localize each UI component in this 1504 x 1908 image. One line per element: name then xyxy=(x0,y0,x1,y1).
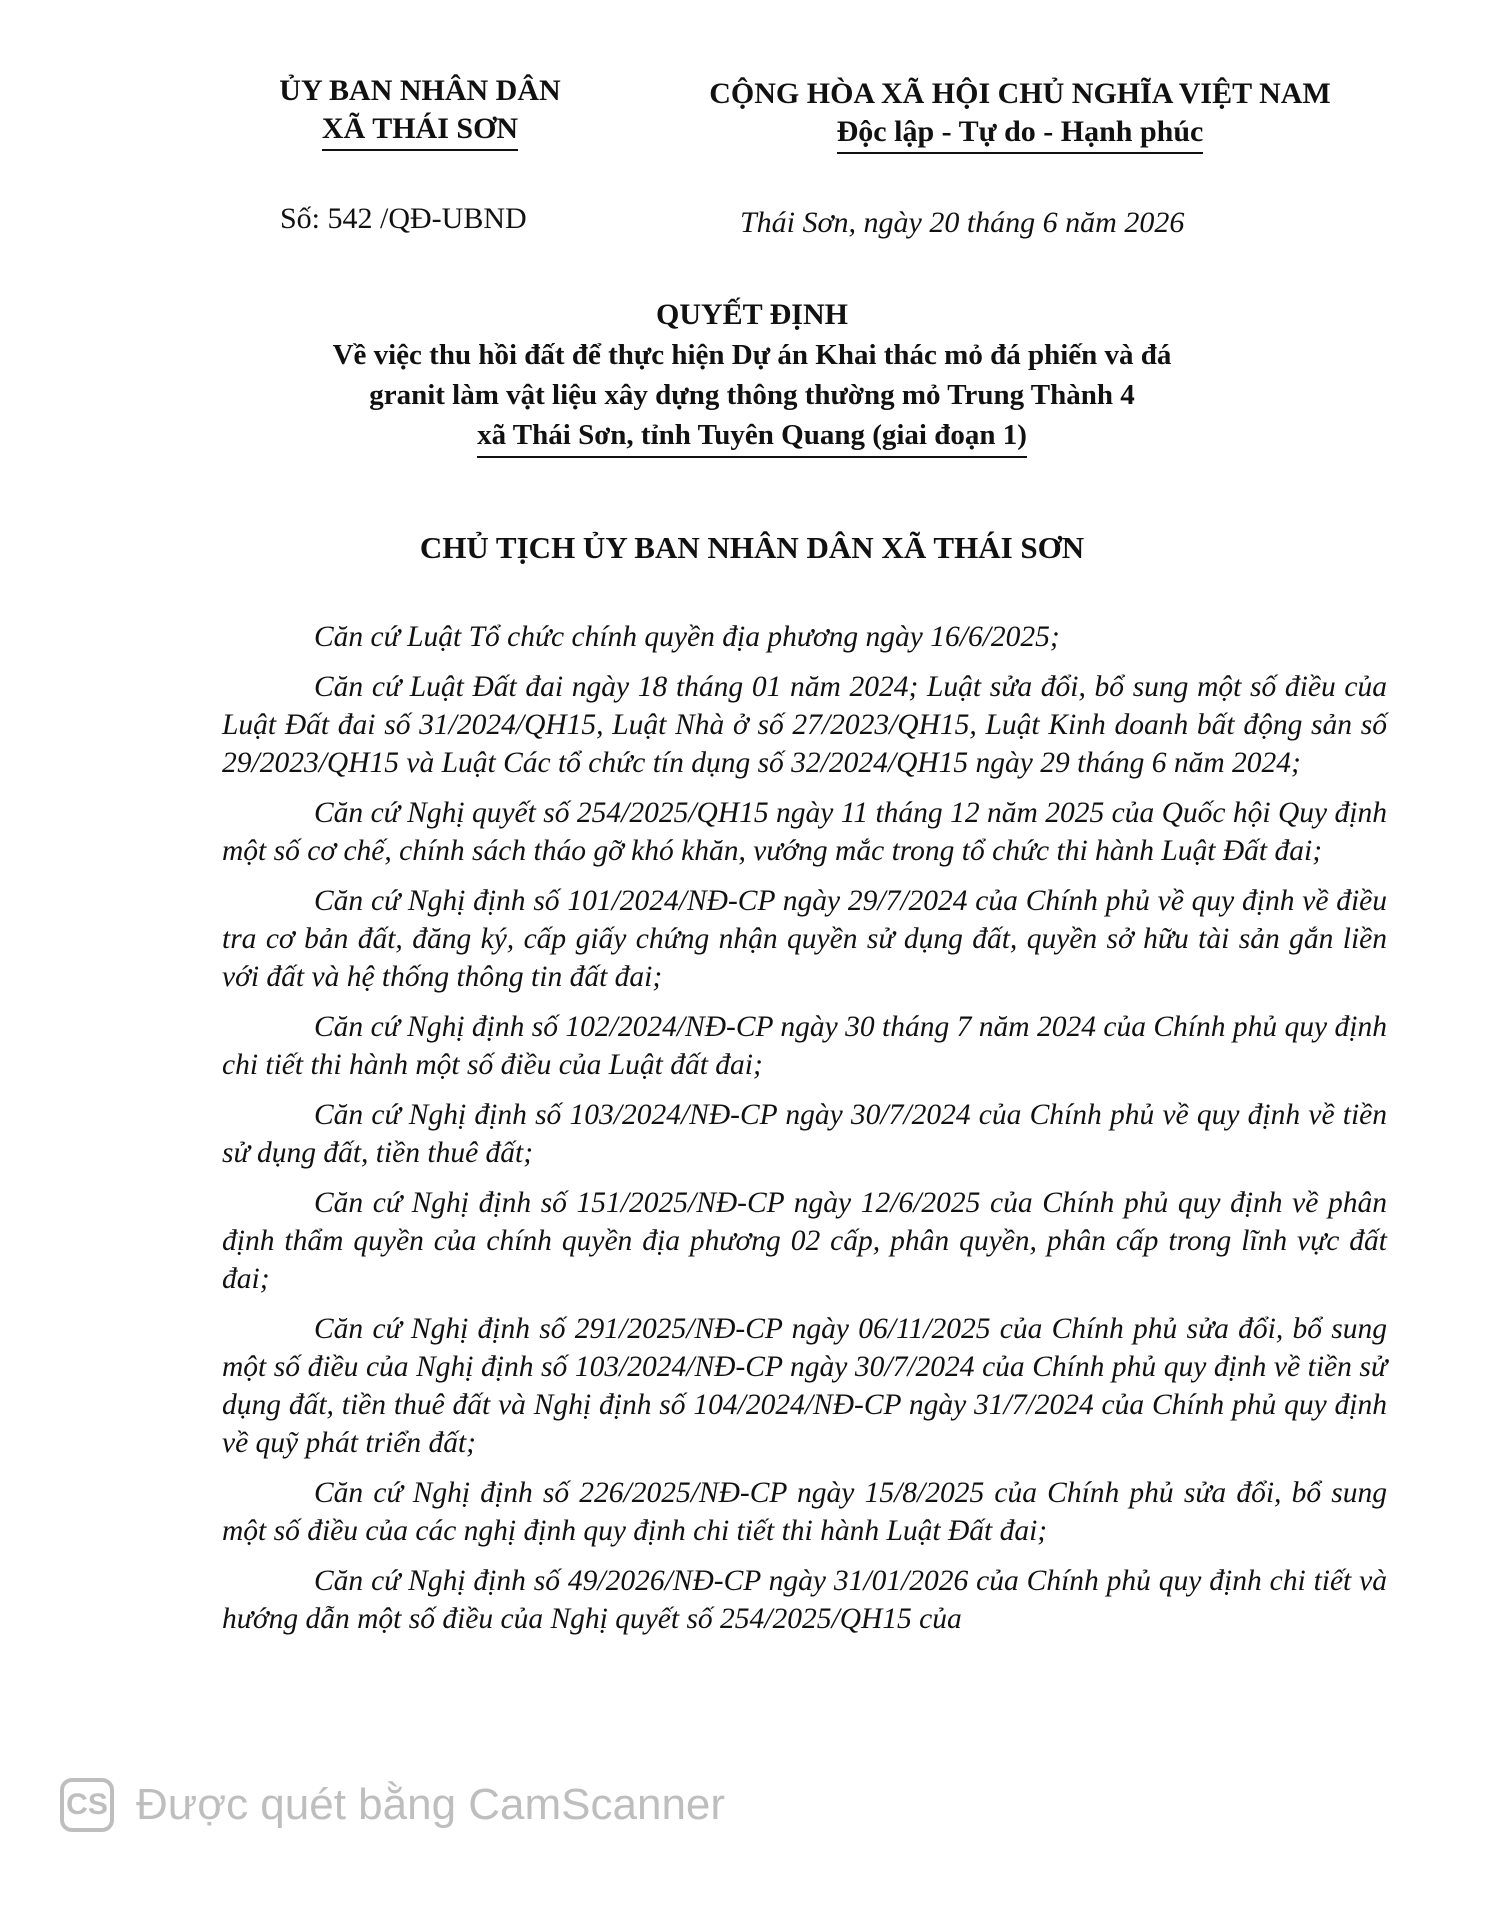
legal-basis-paragraph: Căn cứ Nghị quyết số 254/2025/QH15 ngày 11 tháng 12 năm 2025 của Quốc hội Quy định một số cơ chế, chính sách tháo gỡ khó khăn, vướng mắc trong tổ chức thi hành Luật Đất đai; xyxy=(222,797,1387,867)
national-motto xyxy=(660,75,1380,154)
legal-basis-paragraph: Căn cứ Nghị định số 101/2024/NĐ-CP ngày 29/7/2024 của Chính phủ về quy định về điều tra cơ bản đất, đăng ký, cấp giấy chứng nhận quyền sử dụng đất, quyền sở hữu tài sản gắn liền với đất và hệ thống thông tin đất đai; xyxy=(222,885,1387,993)
country-name: CỘNG HÒA XÃ HỘI CHỦ NGHĨA VIỆT NAM xyxy=(709,77,1331,110)
legal-basis-paragraph: Căn cứ Nghị định số 291/2025/NĐ-CP ngày 06/11/2025 của Chính phủ sửa đổi, bổ sung một số điều của Nghị định số 103/2024/NĐ-CP ngày 30/7/2024 của Chính phủ quy định về tiền sử dụng đất, tiền thuê đất và Nghị định số 104/2024/NĐ-CP ngày 31/7/2024 của Chính phủ quy định về quỹ phát triển đất; xyxy=(222,1313,1387,1459)
motto: Độc lập - Tự do - Hạnh phúc xyxy=(837,113,1204,154)
document-type: QUYẾT ĐỊNH xyxy=(656,298,848,331)
subject-line: xã Thái Sơn, tỉnh Tuyên Quang (giai đoạn 1) xyxy=(477,415,1027,458)
camscanner-logo-icon: CS xyxy=(60,1778,114,1832)
scanner-watermark xyxy=(60,1770,725,1840)
subject-line: Về việc thu hồi đất để thực hiện Dự án Khai thác mỏ đá phiến và đá xyxy=(332,339,1172,371)
legal-basis-paragraph: Căn cứ Luật Tổ chức chính quyền địa phương ngày 16/6/2025; xyxy=(314,621,1060,653)
watermark-text: Được quét bằng CamScanner xyxy=(136,1780,726,1829)
legal-basis-paragraph: Căn cứ Luật Đất đai ngày 18 tháng 01 năm 2024; Luật sửa đổi, bổ sung một số điều của Luật Đất đai số 31/2024/QH15, Luật Nhà ở số 27/2023/QH15, Luật Kinh doanh bất động sản số 29/2023/QH15 và Luật Các tổ chức tín dụng số 32/2024/QH15 ngày 29 tháng 6 năm 2024; xyxy=(222,671,1387,779)
subject-line: granit làm vật liệu xây dựng thông thường mỏ Trung Thành 4 xyxy=(369,379,1135,411)
issuing-agency xyxy=(210,72,630,151)
document-number: Số: 542 /QĐ-UBND xyxy=(280,202,527,235)
document-title-block xyxy=(200,295,1304,458)
issuing-authority: CHỦ TỊCH ỦY BAN NHÂN DÂN XÃ THÁI SƠN xyxy=(419,530,1085,565)
legal-basis-paragraph: Căn cứ Nghị định số 151/2025/NĐ-CP ngày 12/6/2025 của Chính phủ quy định về phân định thẩm quyền của chính quyền địa phương 02 cấp, phân quyền, phân cấp trong lĩnh vực đất đai; xyxy=(222,1187,1387,1295)
legal-basis-paragraph: Căn cứ Nghị định số 102/2024/NĐ-CP ngày 30 tháng 7 năm 2024 của Chính phủ quy định chi tiết thi hành một số điều của Luật đất đai; xyxy=(222,1011,1387,1081)
legal-bases xyxy=(222,618,1387,1650)
legal-basis-paragraph: Căn cứ Nghị định số 49/2026/NĐ-CP ngày 31/01/2026 của Chính phủ quy định chi tiết và hướng dẫn một số điều của Nghị quyết số 254/2025/QH15 của xyxy=(222,1565,1387,1635)
legal-basis-paragraph: Căn cứ Nghị định số 226/2025/NĐ-CP ngày 15/8/2025 của Chính phủ sửa đổi, bổ sung một số điều của các nghị định quy định chi tiết thi hành Luật Đất đai; xyxy=(222,1477,1387,1547)
agency-commune: XÃ THÁI SƠN xyxy=(322,110,518,151)
agency-name: ỦY BAN NHÂN DÂN xyxy=(279,74,561,107)
place-and-date: Thái Sơn, ngày 20 tháng 6 năm 2026 xyxy=(740,206,1185,239)
legal-basis-paragraph: Căn cứ Nghị định số 103/2024/NĐ-CP ngày 30/7/2024 của Chính phủ về quy định về tiền sử dụng đất, tiền thuê đất; xyxy=(222,1099,1387,1169)
